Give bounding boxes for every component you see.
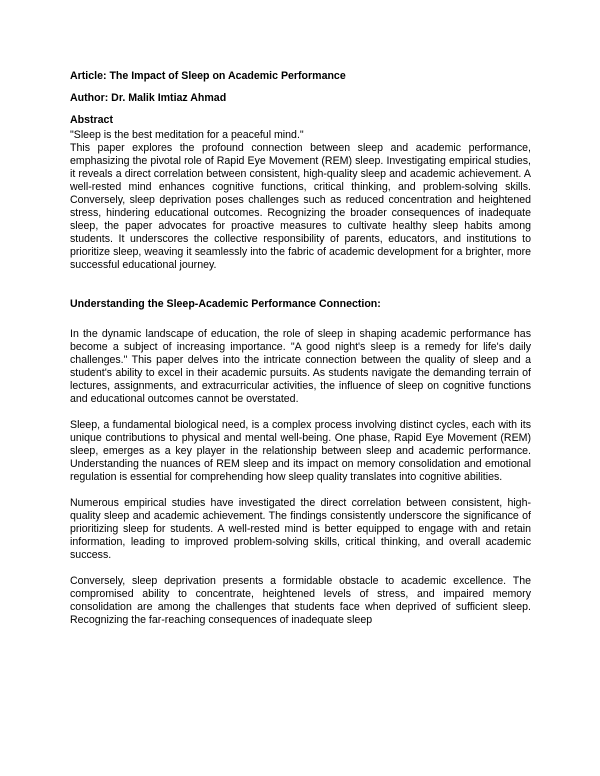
- article-title: Article: The Impact of Sleep on Academic Performance: [70, 70, 346, 82]
- section-paragraph: In the dynamic landscape of education, the role of sleep in shaping academic performance has become a subject of increasing importance. "A good night's sleep is a remedy for life's daily challenges." This paper delves into the intricate connection between the quality of sleep and a student's ability to excel in their academic pursuits. As students navigate the demanding terrain of lectures, assignments, and extracurricular activities, the influence of sleep on cognitive functions and educational outcomes cannot be overstated.: [70, 328, 531, 405]
- article-author: Author: Dr. Malik Imtiaz Ahmad: [70, 92, 227, 104]
- abstract-heading: Abstract: [70, 114, 113, 126]
- section-paragraph: Numerous empirical studies have investigated the direct correlation between consistent, high-quality sleep and academic achievement. The findings consistently underscore the significance of prioritizing sleep for students. A well-rested mind is better equipped to engage with and retain information, leading to improved problem-solving skills, critical thinking, and overall academic success.: [70, 497, 531, 561]
- section-paragraph: Conversely, sleep deprivation presents a formidable obstacle to academic excellence. The compromised ability to concentrate, heightened levels of stress, and impaired memory consolidation are among the challenges that students face when deprived of sufficient sleep. Recognizing the far-reaching consequences of inadequate sleep: [70, 575, 531, 626]
- section-paragraph: Sleep, a fundamental biological need, is a complex process involving distinct cycles, each with its unique contributions to physical and mental well-being. One phase, Rapid Eye Movement (REM) sleep, emerges as a key player in the relationship between sleep and academic performance. Understanding the nuances of REM sleep and its impact on memory consolidation and emotional regulation is essential for comprehending how sleep quality translates into cognitive abilities.: [70, 419, 531, 483]
- abstract-quote: "Sleep is the best meditation for a peaceful mind.": [70, 129, 304, 141]
- abstract-text: This paper explores the profound connection between sleep and academic performance, emphasizing the pivotal role of Rapid Eye Movement (REM) sleep. Investigating empirical studies, it reveals a direct correlation between consistent, high-quality sleep and academic achievement. A well-rested mind enhances cognitive functions, critical thinking, and problem-solving skills. Conversely, sleep deprivation poses challenges such as reduced concentration and heightened stress, hindering educational outcomes. Recognizing the broader consequences of inadequate sleep, the paper advocates for proactive measures to cultivate healthy sleep habits among students. It underscores the collective responsibility of parents, educators, and institutions to prioritize sleep, weaving it seamlessly into the fabric of academic development for a brighter, more successful educational journey.: [70, 142, 531, 271]
- section-heading: Understanding the Sleep-Academic Performance Connection:: [70, 298, 381, 310]
- document-page: [70, 70, 531, 627]
